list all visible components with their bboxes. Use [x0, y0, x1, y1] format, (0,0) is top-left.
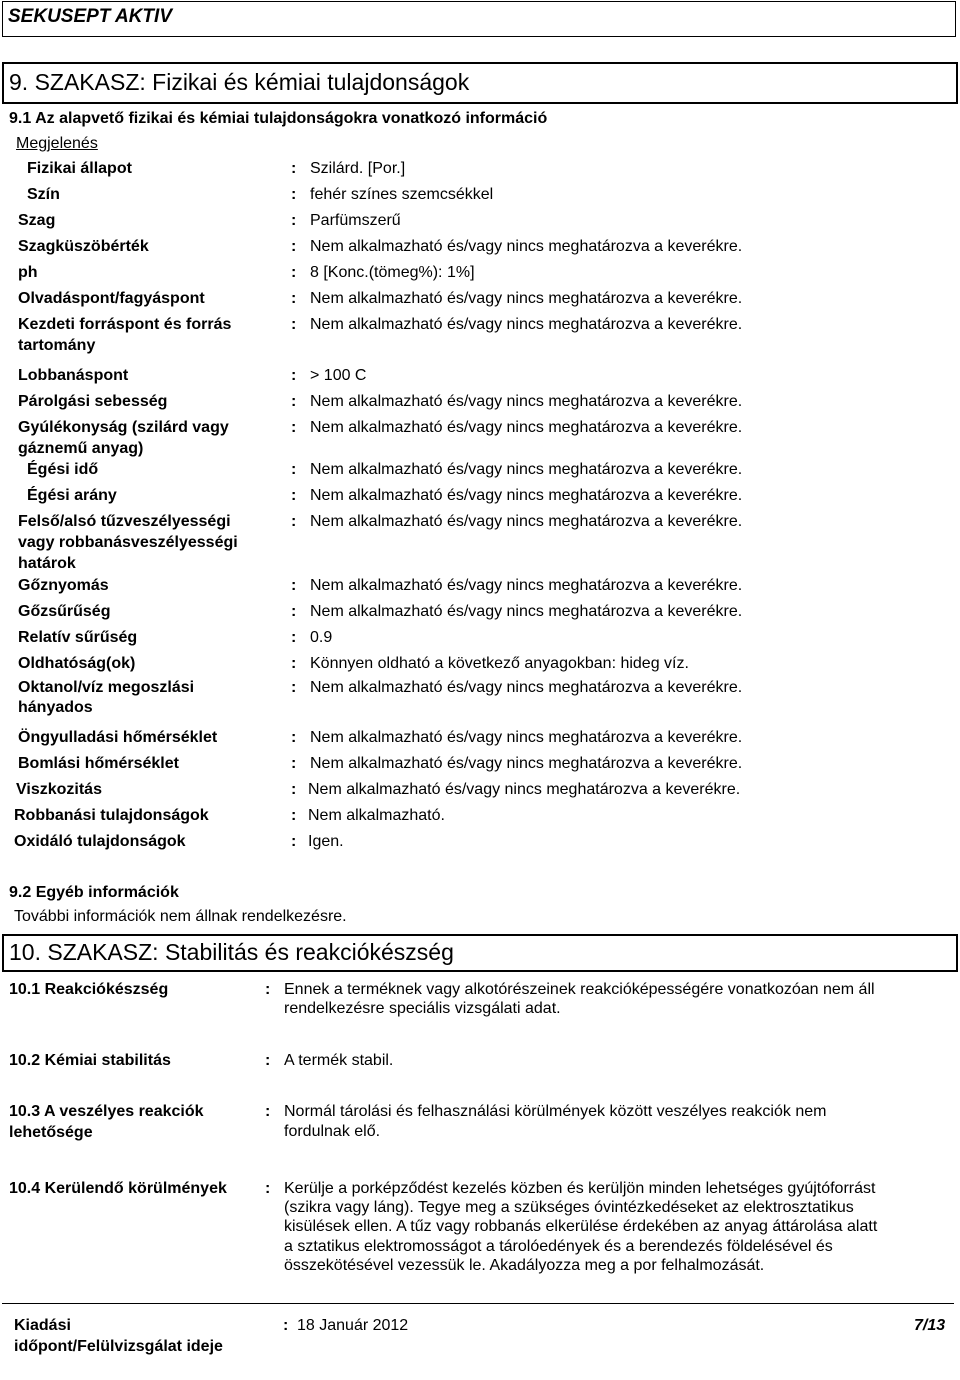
property-value: Parfümszerű [310, 212, 401, 229]
property-label: Gőzsűrűség [18, 603, 111, 620]
property-label: Égési idő [27, 461, 99, 478]
colon: : [291, 264, 297, 281]
section-10-value: Normál tárolási és felhasználási körülmények között veszélyes reakciók nem [284, 1103, 827, 1120]
colon: : [291, 186, 297, 203]
colon: : [265, 1103, 271, 1120]
property-label: Gőznyomás [18, 577, 109, 594]
property-label: Szín [27, 186, 60, 203]
property-value: Nem alkalmazható és/vagy nincs meghatározva a keverékre. [310, 513, 743, 530]
colon: : [291, 729, 297, 746]
footer-label: Kiadási [14, 1317, 71, 1334]
appearance-heading: Megjelenés [16, 135, 98, 152]
property-value: Nem alkalmazható. [308, 807, 445, 824]
property-label: Kezdeti forráspont és forrás [18, 316, 232, 333]
property-value: Nem alkalmazható és/vagy nincs meghatározva a keverékre. [310, 577, 743, 594]
section-10-label: 10.1 Reakciókészség [9, 981, 169, 998]
colon: : [291, 461, 297, 478]
colon: : [291, 807, 297, 824]
section-9-2-heading: 9.2 Egyéb információk [9, 884, 179, 901]
colon: : [291, 781, 297, 798]
section-10-value: Kerülje a porképződést kezelés közben és kerüljön minden lehetséges gyújtóforrást [284, 1180, 876, 1197]
footer-date: 18 Január 2012 [297, 1317, 409, 1334]
colon: : [291, 419, 297, 436]
footer-divider [2, 1303, 954, 1304]
colon: : [291, 655, 297, 672]
section-10-label: lehetősége [9, 1124, 93, 1141]
property-label: Robbanási tulajdonságok [14, 807, 209, 824]
property-label: gáznemű anyag) [18, 440, 144, 457]
property-label: Olvadáspont/fagyáspont [18, 290, 205, 307]
footer-label: időpont/Felülvizsgálat ideje [14, 1338, 223, 1355]
property-label: tartomány [18, 337, 96, 354]
property-label: hányados [18, 699, 93, 716]
other-info-text: További információk nem állnak rendelkezésre. [14, 908, 347, 925]
section-10-title: 10. SZAKASZ: Stabilitás és reakciókészség [9, 939, 454, 965]
property-value: Nem alkalmazható és/vagy nincs meghatározva a keverékre. [310, 487, 743, 504]
section-10-label: 10.2 Kémiai stabilitás [9, 1052, 171, 1069]
property-value: Nem alkalmazható és/vagy nincs meghatározva a keverékre. [310, 316, 743, 333]
colon: : [291, 238, 297, 255]
property-value: Nem alkalmazható és/vagy nincs meghatározva a keverékre. [310, 238, 743, 255]
product-name: SEKUSEPT AKTIV [8, 6, 172, 27]
property-value: Nem alkalmazható és/vagy nincs meghatározva a keverékre. [310, 679, 743, 696]
property-label: vagy robbanásveszélyességi [18, 534, 238, 551]
property-value: Könnyen oldható a következő anyagokban: hideg víz. [310, 655, 689, 672]
colon: : [283, 1317, 289, 1334]
property-value: Nem alkalmazható és/vagy nincs meghatározva a keverékre. [310, 393, 743, 410]
section-9-1-heading: 9.1 Az alapvető fizikai és kémiai tulajdonságokra vonatkozó információ [9, 110, 548, 127]
section-10-label: 10.4 Kerülendő körülmények [9, 1180, 227, 1197]
property-label: Párolgási sebesség [18, 393, 168, 410]
property-value: Nem alkalmazható és/vagy nincs meghatározva a keverékre. [310, 755, 743, 772]
property-value: Szilárd. [Por.] [310, 160, 406, 177]
colon: : [291, 755, 297, 772]
colon: : [291, 290, 297, 307]
colon: : [291, 513, 297, 530]
section-10-value: A termék stabil. [284, 1052, 394, 1069]
page-number: 7/13 [914, 1317, 946, 1334]
property-label: Oktanol/víz megoszlási [18, 679, 195, 696]
colon: : [291, 367, 297, 384]
property-value: Igen. [308, 833, 344, 850]
section-9-title: 9. SZAKASZ: Fizikai és kémiai tulajdonságok [9, 69, 470, 95]
colon: : [291, 393, 297, 410]
section-10-value: rendelkezésre speciális vizsgálati adat. [284, 1000, 561, 1017]
property-value: Nem alkalmazható és/vagy nincs meghatározva a keverékre. [310, 729, 743, 746]
section-10-value: kisülések ellen. A tűz vagy robbanás elkerülése érdekében az anyag áttárolása alatt [284, 1218, 878, 1235]
property-label: Bomlási hőmérséklet [18, 755, 179, 772]
colon: : [291, 629, 297, 646]
colon: : [291, 212, 297, 229]
property-label: Oxidáló tulajdonságok [14, 833, 186, 850]
property-label: Fizikai állapot [27, 160, 132, 177]
property-value: Nem alkalmazható és/vagy nincs meghatározva a keverékre. [310, 419, 743, 436]
property-label: Viszkozitás [16, 781, 102, 798]
colon: : [291, 603, 297, 620]
property-value: fehér színes szemcsékkel [310, 186, 494, 203]
section-10-value: összekötésével vezessük le. Akadályozza meg a por felhalmozását. [284, 1257, 765, 1274]
section-10-value: (szikra vagy láng). Tegye meg a szükséges óvintézkedéseket az elektrosztatikus [284, 1199, 854, 1216]
colon: : [291, 577, 297, 594]
property-label: Oldhatóság(ok) [18, 655, 136, 672]
property-label: Felső/alsó tűzveszélyességi [18, 513, 231, 530]
property-value: > 100 C [310, 367, 367, 384]
property-label: Lobbanáspont [18, 367, 129, 384]
colon: : [265, 981, 271, 998]
property-value: Nem alkalmazható és/vagy nincs meghatározva a keverékre. [310, 461, 743, 478]
section-10-label: 10.3 A veszélyes reakciók [9, 1103, 204, 1120]
colon: : [291, 679, 297, 696]
colon: : [265, 1180, 271, 1197]
property-label: Gyúlékonyság (szilárd vagy [18, 419, 229, 436]
property-value: 0.9 [310, 629, 333, 646]
section-10-value: fordulnak elő. [284, 1123, 381, 1140]
colon: : [291, 833, 297, 850]
colon: : [291, 316, 297, 333]
section-10-value: a sztatikus elektromosságot a tárolóedények és a berendezés földelésével és [284, 1238, 833, 1255]
colon: : [291, 160, 297, 177]
property-label: Öngyulladási hőmérséklet [18, 729, 218, 746]
colon: : [291, 487, 297, 504]
property-value: 8 [Konc.(tömeg%): 1%] [310, 264, 475, 281]
property-label: Szagküszöbérték [18, 238, 149, 255]
property-label: ph [18, 264, 38, 281]
section-10-value: Ennek a terméknek vagy alkotórészeinek reakcióképességére vonatkozóan nem áll [284, 981, 875, 998]
property-value: Nem alkalmazható és/vagy nincs meghatározva a keverékre. [308, 781, 741, 798]
property-label: Égési arány [27, 487, 117, 504]
property-label: Szag [18, 212, 56, 229]
property-value: Nem alkalmazható és/vagy nincs meghatározva a keverékre. [310, 290, 743, 307]
property-label: Relatív sűrűség [18, 629, 138, 646]
property-label: határok [18, 555, 76, 572]
property-value: Nem alkalmazható és/vagy nincs meghatározva a keverékre. [310, 603, 743, 620]
colon: : [265, 1052, 271, 1069]
